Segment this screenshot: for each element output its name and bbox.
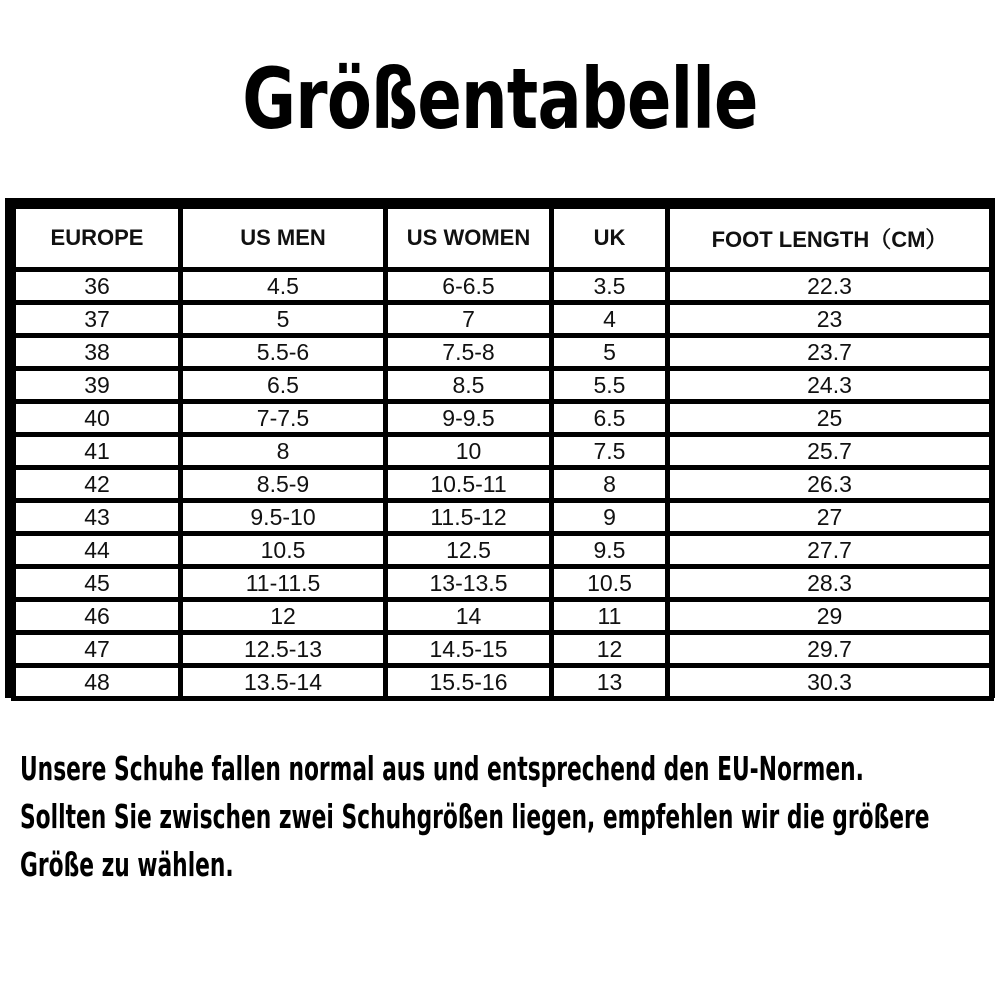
cell-europe: 44 — [14, 534, 181, 567]
cell-foot-length: 29.7 — [668, 633, 992, 666]
table-row — [14, 501, 992, 534]
table-row — [14, 336, 992, 369]
header-uk: UK — [552, 207, 668, 270]
cell-us-women: 14 — [386, 600, 552, 633]
cell-us-women: 10 — [386, 435, 552, 468]
cell-foot-length: 30.3 — [668, 666, 992, 699]
cell-foot-length: 23 — [668, 303, 992, 336]
header-us-women: US WOMEN — [386, 207, 552, 270]
note-line-3: Größe zu wählen. — [20, 845, 234, 884]
cell-uk: 7.5 — [552, 435, 668, 468]
cell-us-men: 12 — [181, 600, 386, 633]
cell-us-men: 10.5 — [181, 534, 386, 567]
table-row — [14, 270, 992, 303]
note-line-1: Unsere Schuhe fallen normal aus und entsprechend den EU-Normen. — [20, 749, 864, 788]
cell-us-women: 10.5-11 — [386, 468, 552, 501]
cell-uk: 3.5 — [552, 270, 668, 303]
size-chart-table-container — [5, 198, 995, 698]
cell-europe: 39 — [14, 369, 181, 402]
cell-uk: 5.5 — [552, 369, 668, 402]
cell-uk: 13 — [552, 666, 668, 699]
cell-uk: 10.5 — [552, 567, 668, 600]
table-row — [14, 369, 992, 402]
table-row — [14, 534, 992, 567]
cell-us-men: 8 — [181, 435, 386, 468]
cell-uk: 9 — [552, 501, 668, 534]
cell-foot-length: 28.3 — [668, 567, 992, 600]
cell-us-men: 5.5-6 — [181, 336, 386, 369]
cell-us-men: 13.5-14 — [181, 666, 386, 699]
cell-uk: 4 — [552, 303, 668, 336]
cell-us-women: 9-9.5 — [386, 402, 552, 435]
cell-foot-length: 23.7 — [668, 336, 992, 369]
cell-us-women: 15.5-16 — [386, 666, 552, 699]
table-row — [14, 303, 992, 336]
cell-uk: 9.5 — [552, 534, 668, 567]
cell-foot-length: 25.7 — [668, 435, 992, 468]
cell-foot-length: 29 — [668, 600, 992, 633]
cell-foot-length: 27 — [668, 501, 992, 534]
header-foot-length: FOOT LENGTH（CM） — [668, 207, 992, 270]
cell-us-men: 6.5 — [181, 369, 386, 402]
cell-uk: 11 — [552, 600, 668, 633]
cell-us-men: 11-11.5 — [181, 567, 386, 600]
header-europe: EUROPE — [14, 207, 181, 270]
cell-us-women: 14.5-15 — [386, 633, 552, 666]
cell-europe: 46 — [14, 600, 181, 633]
cell-us-men: 9.5-10 — [181, 501, 386, 534]
table-header-row — [14, 207, 992, 270]
cell-us-women: 7.5-8 — [386, 336, 552, 369]
table-row — [14, 633, 992, 666]
cell-us-women: 11.5-12 — [386, 501, 552, 534]
header-us-men: US MEN — [181, 207, 386, 270]
cell-us-women: 13-13.5 — [386, 567, 552, 600]
cell-europe: 42 — [14, 468, 181, 501]
cell-foot-length: 26.3 — [668, 468, 992, 501]
cell-us-women: 12.5 — [386, 534, 552, 567]
table-row — [14, 567, 992, 600]
cell-foot-length: 24.3 — [668, 369, 992, 402]
cell-us-women: 7 — [386, 303, 552, 336]
cell-europe: 41 — [14, 435, 181, 468]
cell-us-men: 12.5-13 — [181, 633, 386, 666]
cell-us-men: 5 — [181, 303, 386, 336]
cell-foot-length: 25 — [668, 402, 992, 435]
cell-europe: 45 — [14, 567, 181, 600]
cell-europe: 43 — [14, 501, 181, 534]
table-row — [14, 666, 992, 699]
cell-foot-length: 27.7 — [668, 534, 992, 567]
cell-europe: 48 — [14, 666, 181, 699]
sizing-notes — [20, 745, 930, 889]
cell-europe: 38 — [14, 336, 181, 369]
size-chart-table — [11, 204, 994, 701]
cell-europe: 40 — [14, 402, 181, 435]
cell-europe: 47 — [14, 633, 181, 666]
cell-europe: 36 — [14, 270, 181, 303]
cell-uk: 8 — [552, 468, 668, 501]
cell-us-women: 6-6.5 — [386, 270, 552, 303]
cell-us-men: 8.5-9 — [181, 468, 386, 501]
table-row — [14, 468, 992, 501]
page-title: Größentabelle — [242, 50, 758, 148]
cell-uk: 6.5 — [552, 402, 668, 435]
table-row — [14, 402, 992, 435]
cell-uk: 12 — [552, 633, 668, 666]
cell-us-men: 7-7.5 — [181, 402, 386, 435]
cell-us-women: 8.5 — [386, 369, 552, 402]
cell-foot-length: 22.3 — [668, 270, 992, 303]
cell-europe: 37 — [14, 303, 181, 336]
cell-us-men: 4.5 — [181, 270, 386, 303]
table-row — [14, 600, 992, 633]
cell-uk: 5 — [552, 336, 668, 369]
note-line-2: Sollten Sie zwischen zwei Schuhgrößen liegen, empfehlen wir die größere — [20, 797, 930, 836]
table-row — [14, 435, 992, 468]
